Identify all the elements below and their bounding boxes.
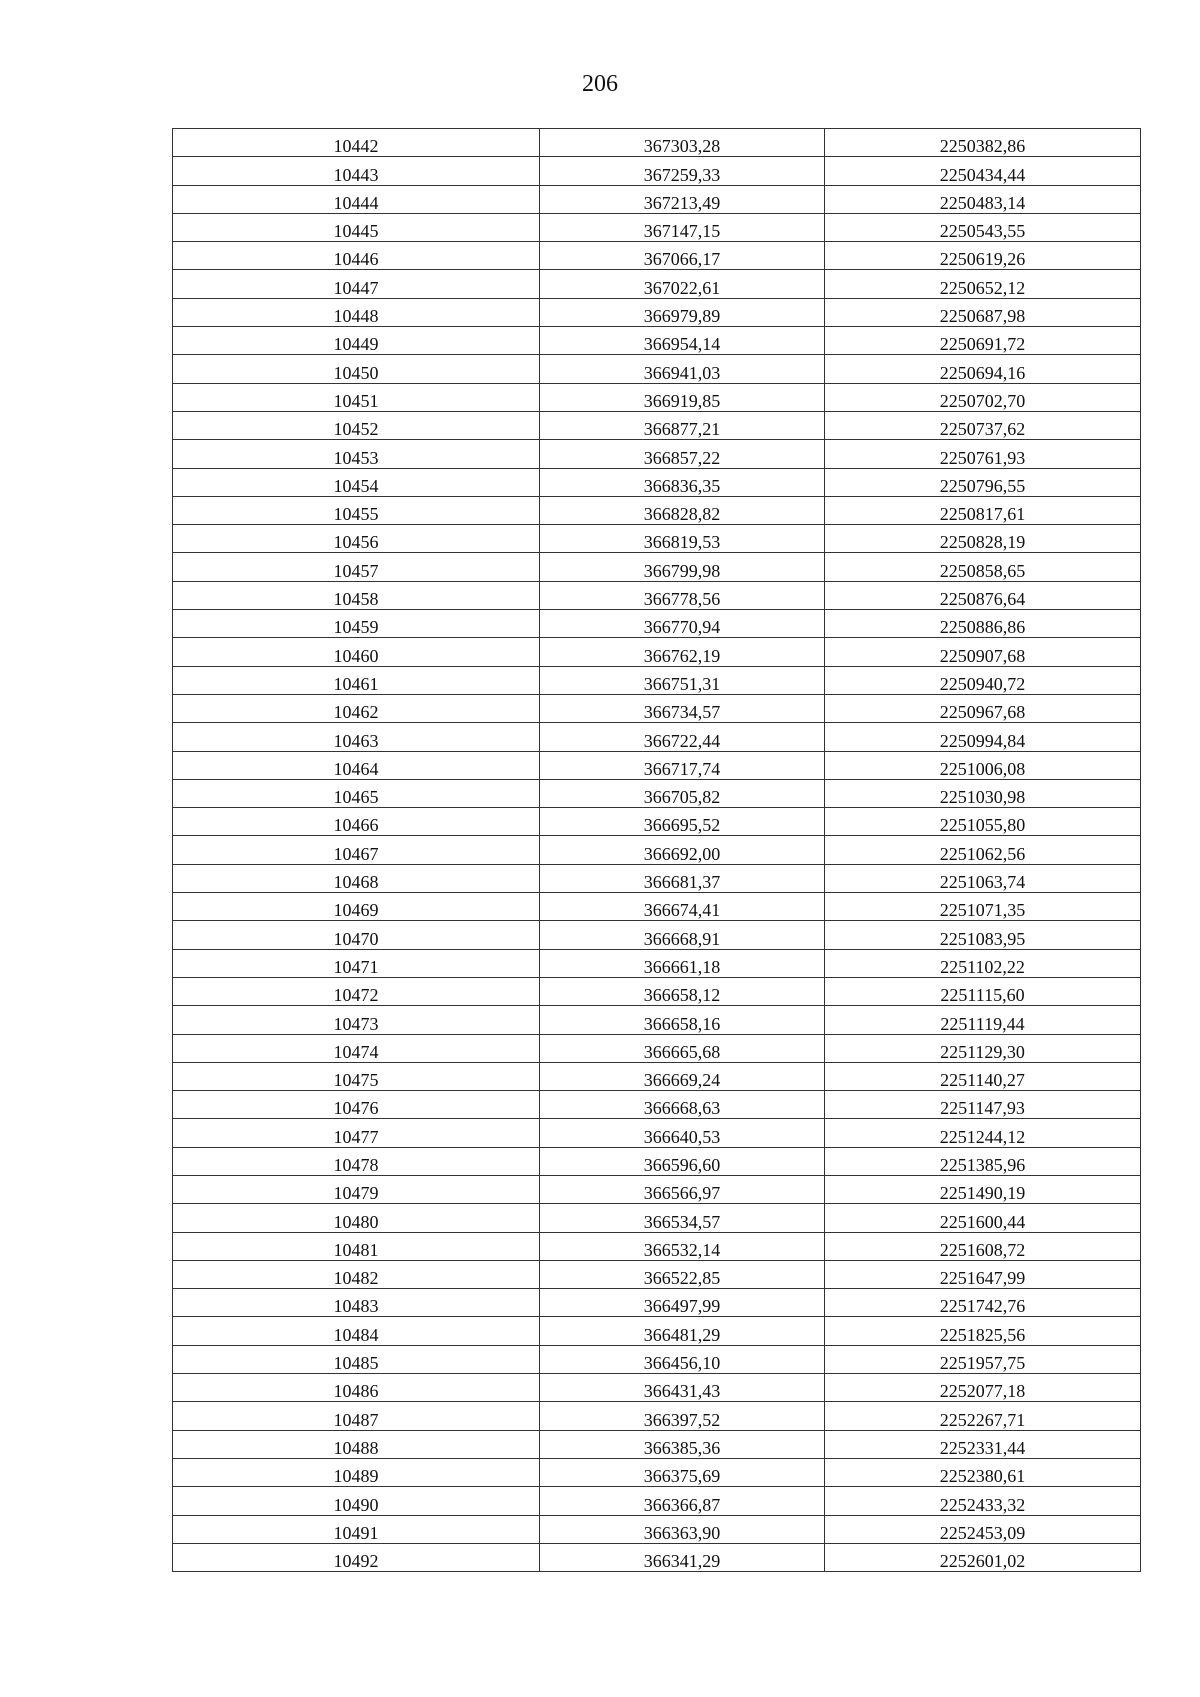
y-coordinate-cell: 2251115,60 bbox=[825, 977, 1141, 1005]
point-number-cell: 10476 bbox=[173, 1091, 540, 1119]
point-number-cell: 10457 bbox=[173, 553, 540, 581]
x-coordinate-cell: 366363,90 bbox=[540, 1515, 825, 1543]
x-coordinate-cell: 367259,33 bbox=[540, 157, 825, 185]
point-number-cell: 10471 bbox=[173, 949, 540, 977]
x-coordinate-cell: 366669,24 bbox=[540, 1062, 825, 1090]
table-row bbox=[173, 610, 1141, 638]
y-coordinate-cell: 2252380,61 bbox=[825, 1458, 1141, 1486]
y-coordinate-cell: 2252077,18 bbox=[825, 1374, 1141, 1402]
y-coordinate-cell: 2251071,35 bbox=[825, 893, 1141, 921]
x-coordinate-cell: 366481,29 bbox=[540, 1317, 825, 1345]
point-number-cell: 10489 bbox=[173, 1458, 540, 1486]
table-row bbox=[173, 893, 1141, 921]
y-coordinate-cell: 2250796,55 bbox=[825, 468, 1141, 496]
x-coordinate-cell: 366341,29 bbox=[540, 1543, 825, 1571]
x-coordinate-cell: 366778,56 bbox=[540, 581, 825, 609]
x-coordinate-cell: 366661,18 bbox=[540, 949, 825, 977]
point-number-cell: 10449 bbox=[173, 327, 540, 355]
x-coordinate-cell: 366770,94 bbox=[540, 610, 825, 638]
point-number-cell: 10475 bbox=[173, 1062, 540, 1090]
x-coordinate-cell: 366877,21 bbox=[540, 411, 825, 439]
y-coordinate-cell: 2251957,75 bbox=[825, 1345, 1141, 1373]
y-coordinate-cell: 2250483,14 bbox=[825, 185, 1141, 213]
x-coordinate-cell: 366828,82 bbox=[540, 496, 825, 524]
point-number-cell: 10462 bbox=[173, 694, 540, 722]
x-coordinate-cell: 366397,52 bbox=[540, 1402, 825, 1430]
point-number-cell: 10460 bbox=[173, 638, 540, 666]
table-row bbox=[173, 921, 1141, 949]
x-coordinate-cell: 366532,14 bbox=[540, 1232, 825, 1260]
table-row bbox=[173, 977, 1141, 1005]
y-coordinate-cell: 2250687,98 bbox=[825, 298, 1141, 326]
x-coordinate-cell: 366836,35 bbox=[540, 468, 825, 496]
table-row bbox=[173, 355, 1141, 383]
point-number-cell: 10491 bbox=[173, 1515, 540, 1543]
x-coordinate-cell: 366717,74 bbox=[540, 751, 825, 779]
x-coordinate-cell: 366534,57 bbox=[540, 1204, 825, 1232]
y-coordinate-cell: 2250543,55 bbox=[825, 213, 1141, 241]
y-coordinate-cell: 2251385,96 bbox=[825, 1147, 1141, 1175]
x-coordinate-cell: 366751,31 bbox=[540, 666, 825, 694]
table-row bbox=[173, 808, 1141, 836]
table-row bbox=[173, 185, 1141, 213]
y-coordinate-cell: 2251490,19 bbox=[825, 1175, 1141, 1203]
table-row bbox=[173, 666, 1141, 694]
x-coordinate-cell: 366658,12 bbox=[540, 977, 825, 1005]
x-coordinate-cell: 366674,41 bbox=[540, 893, 825, 921]
point-number-cell: 10465 bbox=[173, 779, 540, 807]
point-number-cell: 10487 bbox=[173, 1402, 540, 1430]
point-number-cell: 10492 bbox=[173, 1543, 540, 1571]
y-coordinate-cell: 2251244,12 bbox=[825, 1119, 1141, 1147]
y-coordinate-cell: 2251647,99 bbox=[825, 1260, 1141, 1288]
y-coordinate-cell: 2250434,44 bbox=[825, 157, 1141, 185]
table-row bbox=[173, 1006, 1141, 1034]
table-row bbox=[173, 468, 1141, 496]
table-row bbox=[173, 1345, 1141, 1373]
point-number-cell: 10453 bbox=[173, 440, 540, 468]
point-number-cell: 10461 bbox=[173, 666, 540, 694]
point-number-cell: 10447 bbox=[173, 270, 540, 298]
point-number-cell: 10472 bbox=[173, 977, 540, 1005]
y-coordinate-cell: 2251006,08 bbox=[825, 751, 1141, 779]
table-row bbox=[173, 1204, 1141, 1232]
table-row bbox=[173, 553, 1141, 581]
y-coordinate-cell: 2250940,72 bbox=[825, 666, 1141, 694]
table-row bbox=[173, 242, 1141, 270]
point-number-cell: 10466 bbox=[173, 808, 540, 836]
table-row bbox=[173, 836, 1141, 864]
x-coordinate-cell: 367147,15 bbox=[540, 213, 825, 241]
y-coordinate-cell: 2251825,56 bbox=[825, 1317, 1141, 1345]
table-row bbox=[173, 327, 1141, 355]
x-coordinate-cell: 366668,91 bbox=[540, 921, 825, 949]
table-row bbox=[173, 1458, 1141, 1486]
point-number-cell: 10467 bbox=[173, 836, 540, 864]
x-coordinate-cell: 366692,00 bbox=[540, 836, 825, 864]
table-row bbox=[173, 1289, 1141, 1317]
y-coordinate-cell: 2250994,84 bbox=[825, 723, 1141, 751]
x-coordinate-cell: 366857,22 bbox=[540, 440, 825, 468]
point-number-cell: 10479 bbox=[173, 1175, 540, 1203]
y-coordinate-cell: 2250694,16 bbox=[825, 355, 1141, 383]
table-row bbox=[173, 1374, 1141, 1402]
x-coordinate-cell: 366658,16 bbox=[540, 1006, 825, 1034]
y-coordinate-cell: 2251102,22 bbox=[825, 949, 1141, 977]
y-coordinate-cell: 2250652,12 bbox=[825, 270, 1141, 298]
y-coordinate-cell: 2251062,56 bbox=[825, 836, 1141, 864]
table-row bbox=[173, 723, 1141, 751]
coordinates-table bbox=[172, 128, 1141, 1572]
y-coordinate-cell: 2251608,72 bbox=[825, 1232, 1141, 1260]
point-number-cell: 10481 bbox=[173, 1232, 540, 1260]
table-row bbox=[173, 1034, 1141, 1062]
x-coordinate-cell: 366799,98 bbox=[540, 553, 825, 581]
x-coordinate-cell: 366722,44 bbox=[540, 723, 825, 751]
table-row bbox=[173, 581, 1141, 609]
table-row bbox=[173, 270, 1141, 298]
point-number-cell: 10455 bbox=[173, 496, 540, 524]
x-coordinate-cell: 366456,10 bbox=[540, 1345, 825, 1373]
point-number-cell: 10480 bbox=[173, 1204, 540, 1232]
point-number-cell: 10485 bbox=[173, 1345, 540, 1373]
y-coordinate-cell: 2251600,44 bbox=[825, 1204, 1141, 1232]
y-coordinate-cell: 2250817,61 bbox=[825, 496, 1141, 524]
x-coordinate-cell: 366734,57 bbox=[540, 694, 825, 722]
y-coordinate-cell: 2251140,27 bbox=[825, 1062, 1141, 1090]
x-coordinate-cell: 366640,53 bbox=[540, 1119, 825, 1147]
y-coordinate-cell: 2250886,86 bbox=[825, 610, 1141, 638]
table-row bbox=[173, 157, 1141, 185]
point-number-cell: 10448 bbox=[173, 298, 540, 326]
x-coordinate-cell: 366375,69 bbox=[540, 1458, 825, 1486]
point-number-cell: 10444 bbox=[173, 185, 540, 213]
x-coordinate-cell: 367303,28 bbox=[540, 129, 825, 157]
table-row bbox=[173, 1175, 1141, 1203]
point-number-cell: 10484 bbox=[173, 1317, 540, 1345]
table-row bbox=[173, 383, 1141, 411]
table-row bbox=[173, 411, 1141, 439]
x-coordinate-cell: 366954,14 bbox=[540, 327, 825, 355]
point-number-cell: 10478 bbox=[173, 1147, 540, 1175]
table-row bbox=[173, 1402, 1141, 1430]
point-number-cell: 10486 bbox=[173, 1374, 540, 1402]
y-coordinate-cell: 2250702,70 bbox=[825, 383, 1141, 411]
table-row bbox=[173, 864, 1141, 892]
point-number-cell: 10488 bbox=[173, 1430, 540, 1458]
y-coordinate-cell: 2250858,65 bbox=[825, 553, 1141, 581]
y-coordinate-cell: 2252453,09 bbox=[825, 1515, 1141, 1543]
point-number-cell: 10458 bbox=[173, 581, 540, 609]
table-row bbox=[173, 1147, 1141, 1175]
x-coordinate-cell: 367066,17 bbox=[540, 242, 825, 270]
table-row bbox=[173, 1515, 1141, 1543]
y-coordinate-cell: 2251129,30 bbox=[825, 1034, 1141, 1062]
table-row bbox=[173, 638, 1141, 666]
point-number-cell: 10443 bbox=[173, 157, 540, 185]
y-coordinate-cell: 2252267,71 bbox=[825, 1402, 1141, 1430]
point-number-cell: 10469 bbox=[173, 893, 540, 921]
y-coordinate-cell: 2250737,62 bbox=[825, 411, 1141, 439]
x-coordinate-cell: 366695,52 bbox=[540, 808, 825, 836]
point-number-cell: 10454 bbox=[173, 468, 540, 496]
point-number-cell: 10490 bbox=[173, 1487, 540, 1515]
point-number-cell: 10442 bbox=[173, 129, 540, 157]
x-coordinate-cell: 366566,97 bbox=[540, 1175, 825, 1203]
x-coordinate-cell: 366522,85 bbox=[540, 1260, 825, 1288]
y-coordinate-cell: 2251063,74 bbox=[825, 864, 1141, 892]
point-number-cell: 10450 bbox=[173, 355, 540, 383]
table-row bbox=[173, 1062, 1141, 1090]
point-number-cell: 10446 bbox=[173, 242, 540, 270]
y-coordinate-cell: 2250828,19 bbox=[825, 525, 1141, 553]
y-coordinate-cell: 2250691,72 bbox=[825, 327, 1141, 355]
table-row bbox=[173, 496, 1141, 524]
x-coordinate-cell: 366705,82 bbox=[540, 779, 825, 807]
x-coordinate-cell: 367213,49 bbox=[540, 185, 825, 213]
x-coordinate-cell: 366919,85 bbox=[540, 383, 825, 411]
table-row bbox=[173, 1543, 1141, 1571]
table-row bbox=[173, 1091, 1141, 1119]
point-number-cell: 10452 bbox=[173, 411, 540, 439]
table-row bbox=[173, 440, 1141, 468]
table-row bbox=[173, 694, 1141, 722]
x-coordinate-cell: 366665,68 bbox=[540, 1034, 825, 1062]
table-row bbox=[173, 1317, 1141, 1345]
coordinates-table-body bbox=[173, 129, 1141, 1572]
y-coordinate-cell: 2250876,64 bbox=[825, 581, 1141, 609]
point-number-cell: 10473 bbox=[173, 1006, 540, 1034]
point-number-cell: 10451 bbox=[173, 383, 540, 411]
x-coordinate-cell: 366385,36 bbox=[540, 1430, 825, 1458]
table-row bbox=[173, 129, 1141, 157]
y-coordinate-cell: 2251055,80 bbox=[825, 808, 1141, 836]
x-coordinate-cell: 366596,60 bbox=[540, 1147, 825, 1175]
point-number-cell: 10483 bbox=[173, 1289, 540, 1317]
table-row bbox=[173, 751, 1141, 779]
point-number-cell: 10464 bbox=[173, 751, 540, 779]
x-coordinate-cell: 366762,19 bbox=[540, 638, 825, 666]
table-row bbox=[173, 525, 1141, 553]
table-row bbox=[173, 1487, 1141, 1515]
x-coordinate-cell: 366366,87 bbox=[540, 1487, 825, 1515]
y-coordinate-cell: 2251083,95 bbox=[825, 921, 1141, 949]
point-number-cell: 10477 bbox=[173, 1119, 540, 1147]
point-number-cell: 10445 bbox=[173, 213, 540, 241]
x-coordinate-cell: 366681,37 bbox=[540, 864, 825, 892]
table-row bbox=[173, 1260, 1141, 1288]
x-coordinate-cell: 367022,61 bbox=[540, 270, 825, 298]
x-coordinate-cell: 366431,43 bbox=[540, 1374, 825, 1402]
y-coordinate-cell: 2251119,44 bbox=[825, 1006, 1141, 1034]
point-number-cell: 10456 bbox=[173, 525, 540, 553]
y-coordinate-cell: 2251742,76 bbox=[825, 1289, 1141, 1317]
x-coordinate-cell: 366819,53 bbox=[540, 525, 825, 553]
table-row bbox=[173, 1430, 1141, 1458]
y-coordinate-cell: 2250967,68 bbox=[825, 694, 1141, 722]
y-coordinate-cell: 2252433,32 bbox=[825, 1487, 1141, 1515]
table-row bbox=[173, 779, 1141, 807]
table-row bbox=[173, 213, 1141, 241]
table-row bbox=[173, 298, 1141, 326]
y-coordinate-cell: 2252331,44 bbox=[825, 1430, 1141, 1458]
point-number-cell: 10482 bbox=[173, 1260, 540, 1288]
point-number-cell: 10474 bbox=[173, 1034, 540, 1062]
page-number: 206 bbox=[582, 71, 618, 97]
y-coordinate-cell: 2251147,93 bbox=[825, 1091, 1141, 1119]
table-row bbox=[173, 1119, 1141, 1147]
point-number-cell: 10470 bbox=[173, 921, 540, 949]
table-row bbox=[173, 949, 1141, 977]
x-coordinate-cell: 366668,63 bbox=[540, 1091, 825, 1119]
y-coordinate-cell: 2252601,02 bbox=[825, 1543, 1141, 1571]
x-coordinate-cell: 366497,99 bbox=[540, 1289, 825, 1317]
y-coordinate-cell: 2251030,98 bbox=[825, 779, 1141, 807]
y-coordinate-cell: 2250761,93 bbox=[825, 440, 1141, 468]
point-number-cell: 10459 bbox=[173, 610, 540, 638]
point-number-cell: 10468 bbox=[173, 864, 540, 892]
y-coordinate-cell: 2250382,86 bbox=[825, 129, 1141, 157]
y-coordinate-cell: 2250907,68 bbox=[825, 638, 1141, 666]
table-row bbox=[173, 1232, 1141, 1260]
x-coordinate-cell: 366941,03 bbox=[540, 355, 825, 383]
y-coordinate-cell: 2250619,26 bbox=[825, 242, 1141, 270]
point-number-cell: 10463 bbox=[173, 723, 540, 751]
x-coordinate-cell: 366979,89 bbox=[540, 298, 825, 326]
